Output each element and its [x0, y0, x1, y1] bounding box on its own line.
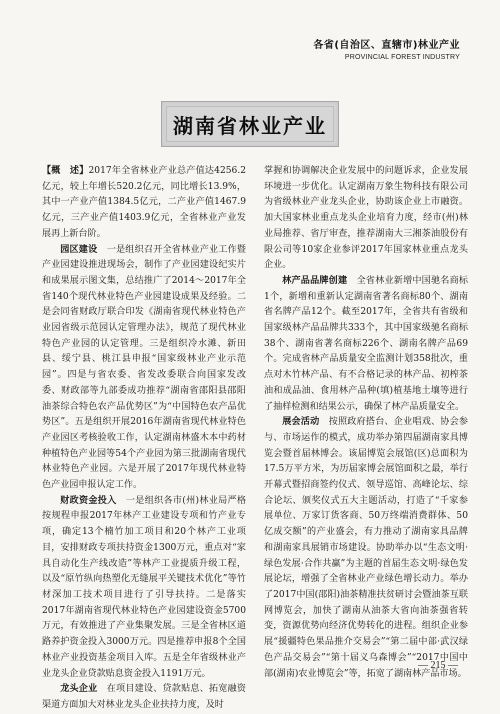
paragraph-brand-building — [264, 274, 468, 415]
title-banner — [161, 101, 339, 147]
paragraph-text: 在项目建设、贷款贴息、拓宽融资渠道方面加大对林业龙头企业扶持力度，及时 — [42, 684, 246, 710]
paragraph-text: 按照政府搭台、企业唱戏、协会参与、市场运作的模式，成功举办第四届湖南家具博览会暨首届林博会。该届博览会展馆(区)总面积为17.5万平方米，为历届家博会展馆面积之最，举行开幕式暨招商签约仪式、领导巡馆、高峰论坛、综合论坛、颁奖仪式五大主题活动，打造了“千家参展单位、万家订货客商、50万终端消费群体、50亿成交额”的产业盛会，有力推动了湖南家具品牌和湖南家具展销市场建设。协助举办以“生态文明·绿色发展·合作共赢”为主题的首届生态文明·绿色发展论坛，增强了全省林业产业绿色增长动力。举办了2017中国(邵阳)油茶精准扶贫研讨会暨油茶互联网博览会，加快了湖南从油茶大省向油茶强省转变，资源优势向经济优势转化的进程。组织企业参展“援疆特色果品推介交易会”“第二届中部·武汉绿色产品交易会”“第十届义乌森博会”“2017中国中部(湖南)农业博览会”等，拓宽了湖南林产品市场。 — [264, 417, 468, 679]
paragraph-leading-enterprises — [42, 682, 246, 713]
paragraph-text: 掌握和协调解决企业发展中的问题诉求，企业发展环境进一步优化。认定湖南万象生物科技有限公司为省级林业产业龙头企业，协助该企业上市融资。加大国家林业重点龙头企业培育力度，经市(州)林业局推荐、省厅审查，推荐湖南大三湘茶油股份有限公司等10家企业参评2017年国家林业重点龙头企业。 — [264, 166, 468, 271]
section-keyword: 林产品品牌创建 — [282, 275, 348, 286]
paragraph-park-construction — [42, 243, 246, 494]
paragraph-fiscal-investment — [42, 494, 246, 682]
page-number: — 215 — — [418, 660, 458, 671]
paragraph-exhibitions — [264, 415, 468, 682]
paragraph-overview — [42, 164, 246, 243]
section-keyword: 园区建设 — [60, 244, 98, 255]
running-header-zh: 各省(自治区、直辖市)林业产业 — [313, 40, 460, 51]
title-area — [0, 98, 500, 150]
page-title: 湖南省林业产业 — [173, 113, 327, 138]
paragraph-continuation — [264, 164, 468, 274]
paragraph-text: 一是组织召开全省林业产业工作暨产业园建设推进现场会，制作了产业园建设纪实片和成果展示图文集，总结推广了2014～2017年全省140个现代林业特色产业园建设成果及经验。二是会同省财政厅联合印发《湖南省现代林业特色产业园省级示范园认定管理办法》，规范了现代林业特色产业园的认定管理。三是组织冷水滩、新田县、绥宁县、桃江县申报“国家级林业产业示范园”。四是与省农委、省发改委联合向国家发改委、财政部等九部委成功推荐“湖南省邵阳县邵阳油茶综合特色农产品优势区”为“中国特色农产品优势区”。五是组织开展2016年湖南省现代林业特色产业园区考核验收工作，认定湖南林盛木本中药材种植特色产业园等54个产业园为第三批湖南省现代林业特色产业园。六是开展了2017年现代林业特色产业园申报认定工作。 — [42, 244, 246, 491]
running-header — [313, 36, 460, 61]
left-column — [42, 164, 246, 710]
paragraph-text: 一是组织各市(州)林业局严格按规程申报2017年林产工业建设专项和竹产业专项，确定13个楠竹加工项目和20个林产工业项目，安排财政专项扶持资金1300万元，重点对“家具自动化生产线改造”等林产工业提质升级工程，以及“原竹纵向热塑化无缝展平关键技术优化”等竹材深加工技术项目进行了引导扶持。二是落实2017年湖南省现代林业特色产业园建设资金5700万元，有效推进了产业集聚发展。三是全省林区道路养护资金投入3000万元。四是推荐申报8个全国林业产业投资基金项目入库。五是全年省级林业产业龙头企业贷款贴息资金投入1191万元。 — [42, 495, 246, 679]
section-keyword: 财政资金投入 — [60, 495, 117, 506]
section-keyword: 展会活动 — [282, 417, 320, 428]
section-keyword: 龙头企业 — [60, 684, 98, 695]
overview-lead: 【概 述】 — [42, 166, 89, 176]
paragraph-text: 全省林业新增中国驰名商标1个，新增和重新认定湖南省著名商标80个、湖南省名牌产品12个。截至2017年，全省共有省级和国家级林产品品牌共333个，其中国家级驰名商标38个、湖南省著名商标226个、湖南名牌产品69个。完成省林产品质量安全监测计划358批次，重点对木竹林产品、有不合格记录的林产品、初榨茶油和成品油、食用林产品种(填)植基地土壤等进行了抽样检测和结果公示，确保了林产品质量安全。 — [264, 275, 468, 412]
paragraph-text: 2017年全省林业产业总产值达4256.2亿元，较上年增长520.2亿元，同比增长13.9%，其中一产业产值1384.5亿元，二产业产值1467.9亿元，三产业产值1403.9亿元，全省林业产业发展再上新台阶。 — [42, 166, 246, 239]
running-header-en: PROVINCIAL FOREST INDUSTRY — [344, 54, 460, 61]
